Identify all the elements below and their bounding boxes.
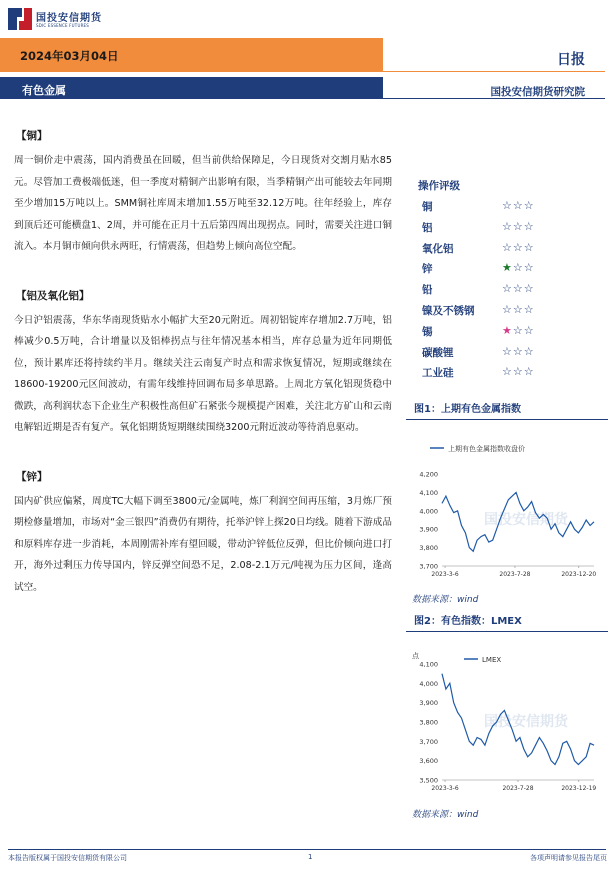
chart-2-svg [406, 640, 606, 800]
section-body-copper: 周一铜价走中震荡，国内消费虽在回暖，但当前供给保障足，今日现货对交割月贴水85元。尽管加工费极端低迷，但一季度对精铜产出影响有限，当季精铜产出可能较去年同期至少增加15万吨以上。SMM铜社库周末增加1.55万吨至32.12万吨。往年经验上，库存到顶后还可能横盘1、2周，并可能在正月十五后第四周出现拐点。同时，需要关注进口铜流入。本月铜市倾向供永两旺，行情震荡，但趋势上倾向高位空配。 [14, 155, 392, 252]
star-rating-icon: ☆☆☆ [502, 282, 535, 296]
x-tick-label: 2023-12-20 [561, 571, 597, 578]
x-tick-label: 2023-7-28 [499, 571, 531, 578]
star-rating-icon: ☆☆☆ [502, 344, 535, 358]
logo-mark-icon [8, 8, 32, 30]
y-tick-label: 3,900 [419, 525, 438, 534]
star-rating-icon: ☆☆☆ [502, 240, 535, 254]
institute-name: 国投安信期货研究院 [490, 86, 585, 98]
company-logo [8, 6, 108, 34]
y-tick-label: 3,500 [419, 776, 438, 785]
section-body-aluminum: 今日沪铝震荡，华东华南现货贴水小幅扩大至20元附近。周初铝锭库存增加2.7万吨，铝棒减少0.5万吨，合计增量以及铝棒拐点与往年情况基本相当，库存总量为近年同期低位，预计累库还将持续约半月。继续关注云南复产时点和需求恢复情况，短期或继续在18600-19200元区间波动，有需年线维持回调布局多单思路。上周北方氧化铝现货稳中微跌，高利润状态下企业生产积极性高但矿石紧张今规模提产困难，关注北方矿山和云南电解铝近期是否有复产。氧化铝期货短期继续围绕3200元附近波动等待消息驱动。 [14, 314, 392, 433]
watermark: 国投安信期货 [484, 714, 568, 730]
x-tick-label: 2023-3-6 [431, 571, 459, 578]
y-tick-label: 4,100 [419, 660, 438, 669]
figure-2-chart [406, 640, 606, 800]
category-banner [0, 77, 383, 99]
empty-stars-icon: ☆☆ [512, 261, 535, 275]
x-tick-label: 2023-12-19 [561, 785, 597, 792]
y-tick-label: 3,600 [419, 757, 438, 766]
star-rating-icon: ☆☆☆ [502, 219, 535, 233]
commentary-column [14, 122, 392, 598]
rating-row-copper [418, 198, 548, 219]
star-rating-icon: ☆☆☆ [502, 302, 535, 316]
empty-stars-icon: ☆☆ [512, 323, 535, 337]
report-category: 有色金属 [22, 84, 66, 97]
y-tick-label: 3,900 [419, 699, 438, 708]
footer-disclaimer: 各项声明请参见报告尾页 [530, 854, 607, 862]
logo-text: 国投安信期货 [36, 13, 102, 24]
rating-name: 铝 [422, 221, 433, 234]
legend-label: 上期有色金属指数收盘价 [448, 445, 525, 453]
figure-2-title: 图2：有色指数：LMEX [406, 612, 608, 632]
section-title-aluminum: 【铝及氧化铝】 [16, 289, 90, 302]
rating-name: 锌 [422, 263, 433, 276]
watermark: 国投安信期货 [484, 512, 568, 528]
rating-row-zinc [418, 260, 548, 281]
rating-name: 碳酸锂 [422, 346, 454, 359]
rating-row-lead [418, 281, 548, 302]
footer-copyright: 本报告版权属于国投安信期货有限公司 [8, 854, 127, 862]
y-tick-label: 3,800 [419, 718, 438, 727]
chart-legend [430, 444, 525, 453]
footer-divider [8, 849, 606, 850]
y-tick-label: 3,700 [419, 737, 438, 746]
rating-row-lithium [418, 344, 548, 365]
x-tick-label: 2023-7-28 [502, 785, 534, 792]
logo-english-text: SDIC ESSENCE FUTURES [36, 23, 90, 28]
filled-star-icon: ★ [502, 323, 513, 337]
page-number: 1 [308, 853, 313, 861]
rating-name: 镍及不锈钢 [422, 304, 475, 317]
ratings-title: 操作评级 [418, 180, 460, 192]
rating-name: 铅 [422, 284, 433, 297]
figure-1-source: 数据来源：wind [412, 595, 479, 605]
rating-name: 铜 [422, 201, 433, 213]
operation-ratings [418, 178, 548, 385]
y-tick-label: 4,200 [419, 470, 438, 479]
filled-star-icon: ★ [502, 261, 513, 275]
legend-label: LMEX [482, 656, 502, 664]
rating-name: 氧化铝 [422, 242, 454, 255]
figure-1-title: 图1：上期有色金属指数 [406, 400, 608, 420]
rating-row-nickel [418, 302, 548, 323]
report-date: 2024年03月04日 [20, 49, 119, 63]
date-banner [0, 38, 383, 72]
chart-1-svg [406, 428, 606, 586]
y-tick-label: 4,000 [419, 507, 438, 516]
rating-row-alumina [418, 240, 548, 261]
star-rating-icon: ☆☆☆ [502, 199, 535, 212]
figure-2-source: 数据来源：wind [412, 810, 479, 820]
chart-legend [464, 656, 501, 664]
section-title-zinc: 【锌】 [16, 470, 48, 483]
section-title-copper: 【铜】 [16, 130, 48, 142]
rating-row-aluminum [418, 219, 548, 240]
header-divider-blue [383, 98, 605, 99]
section-body-zinc: 国内矿供应偏紧，周度TC大幅下调至3800元/金属吨，炼厂利润空间再压缩，3月炼厂预期检修量增加，市场对“金三银四”消费仍有期待，托举沪锌上探20日均线。随着下游成品和原料库存进一步消耗，本周刚需补库有望回暖，带动沪锌低位反弹，但比价倾向进口打开，海外过剩压力传导国内，锌反弹空间恐不足，2.08-2.1万元/吨视为压力区间，逢高试空。 [14, 495, 392, 593]
star-rating-icon: ☆☆☆ [502, 365, 535, 379]
y-axis-unit: 点 [412, 652, 419, 660]
star-rating-icon [502, 324, 535, 337]
y-tick-label: 4,000 [419, 679, 438, 688]
rating-name: 锡 [422, 325, 433, 338]
x-tick-label: 2023-3-6 [431, 785, 459, 792]
y-tick-label: 3,700 [419, 562, 438, 571]
report-type: 日报 [557, 52, 585, 68]
rating-row-tin [418, 323, 548, 344]
star-rating-icon [502, 261, 535, 274]
figure-1-chart [406, 428, 606, 586]
y-tick-label: 3,800 [419, 544, 438, 553]
y-tick-label: 4,100 [419, 488, 438, 497]
header-divider [383, 71, 605, 72]
rating-name: 工业硅 [422, 367, 454, 380]
rating-row-silicon [418, 364, 548, 385]
